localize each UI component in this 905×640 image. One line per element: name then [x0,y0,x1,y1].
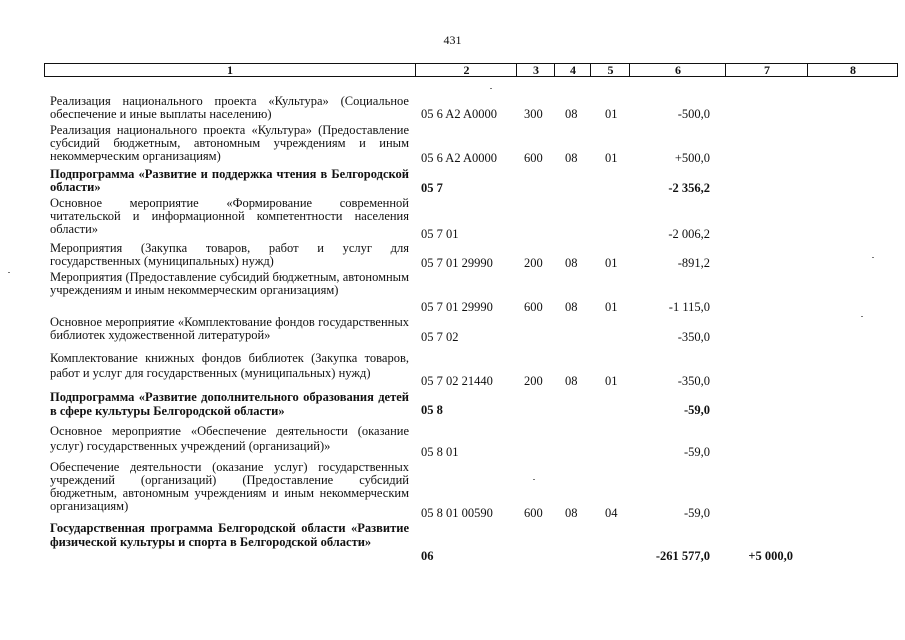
scan-speck [490,88,492,89]
scan-speck [872,257,874,258]
row-description: Обеспечение деятельности (оказание услуг) государственных учреждений (организаций) (Предоставление субсидий бюджетным, автономным учреждениям и иным некоммерческим организациям) [50,460,409,513]
row-section: 08 [565,151,578,165]
row-section: 08 [565,256,578,270]
row-description: Мероприятия (Закупка товаров, работ и услуг для государственных (муниципальных) нужд) [50,241,409,268]
row-description: Реализация национального проекта «Культура» (Предоставление субсидий бюджетным, автономным учреждениям и иным некоммерческим организациям) [50,123,409,163]
header-col-3: 3 [516,64,555,76]
row-description: Основное мероприятие «Комплектование фондов государственных библиотек художественной литературой» [50,315,409,342]
row-description: Реализация национального проекта «Культура» (Социальное обеспечение и иные выплаты населению) [50,94,409,121]
header-col-4: 4 [554,64,591,76]
row-subsection: 04 [605,506,618,520]
row-section: 08 [565,107,578,121]
row-amount-col7: +5 000,0 [748,549,793,563]
row-description: Государственная программа Белгородской области «Развитие физической культуры и спорта в Белгородской области» [50,521,409,549]
row-type: 600 [524,151,543,165]
row-section: 08 [565,300,578,314]
row-code: 05 7 02 21440 [421,374,493,388]
page-number: 431 [443,33,462,47]
row-amount: -59,0 [683,403,710,417]
row-type: 200 [524,256,543,270]
row-amount: -59,0 [683,506,710,520]
header-col-6: 6 [629,64,726,76]
scan-speck [8,272,10,273]
row-description: Основное мероприятие «Обеспечение деятельности (оказание услуг) государственных учреждений (организаций)» [50,424,409,453]
row-subsection: 01 [605,300,618,314]
row-code: 05 7 01 29990 [421,300,493,314]
row-description: Основное мероприятие «Формирование современной читательской и информационной компетентности населения области» [50,196,409,236]
row-amount: -350,0 [677,374,710,388]
row-type: 300 [524,107,543,121]
scan-speck [861,316,863,317]
row-code: 05 6 A2 A0000 [421,107,498,121]
header-col-7: 7 [725,64,808,76]
row-description: Подпрограмма «Развитие дополнительного образования детей в сфере культуры Белгородской области» [50,390,409,418]
row-amount: -1 115,0 [668,300,710,314]
row-type: 600 [524,506,543,520]
row-description: Комплектование книжных фондов библиотек (Закупка товаров, работ и услуг для государственных (муниципальных) нужд) [50,351,409,380]
row-subsection: 01 [605,256,618,270]
row-type: 200 [524,374,543,388]
row-code: 05 7 02 [421,330,459,344]
row-code: 05 7 01 29990 [421,256,493,270]
row-description: Подпрограмма «Развитие и поддержка чтения в Белгородской области» [50,167,409,194]
scan-speck [533,479,535,480]
row-amount: -500,0 [677,107,710,121]
row-amount: -261 577,0 [655,549,710,563]
row-code: 05 7 01 [421,227,459,241]
row-amount: -2 356,2 [668,181,710,195]
row-description: Мероприятия (Предоставление субсидий бюджетным, автономным учреждениям и иным некоммерческим организациям) [50,270,409,297]
row-section: 08 [565,506,578,520]
header-col-5: 5 [590,64,630,76]
header-col-1: 1 [227,63,233,77]
header-col-2: 2 [415,64,517,76]
row-code: 05 8 01 [421,445,459,459]
row-code: 05 7 [421,181,443,195]
row-amount: -891,2 [677,256,710,270]
row-code: 05 8 01 00590 [421,506,493,520]
row-subsection: 01 [605,374,618,388]
row-subsection: 01 [605,151,618,165]
row-code: 05 8 [421,403,443,417]
row-subsection: 01 [605,107,618,121]
row-amount: -350,0 [677,330,710,344]
row-code: 06 [421,549,434,563]
table-header [44,63,898,77]
row-section: 08 [565,374,578,388]
row-amount: -59,0 [683,445,710,459]
row-type: 600 [524,300,543,314]
row-code: 05 6 A2 A0000 [421,151,498,165]
header-col-8: 8 [807,64,898,76]
row-amount: +500,0 [674,151,710,165]
row-amount: -2 006,2 [668,227,710,241]
